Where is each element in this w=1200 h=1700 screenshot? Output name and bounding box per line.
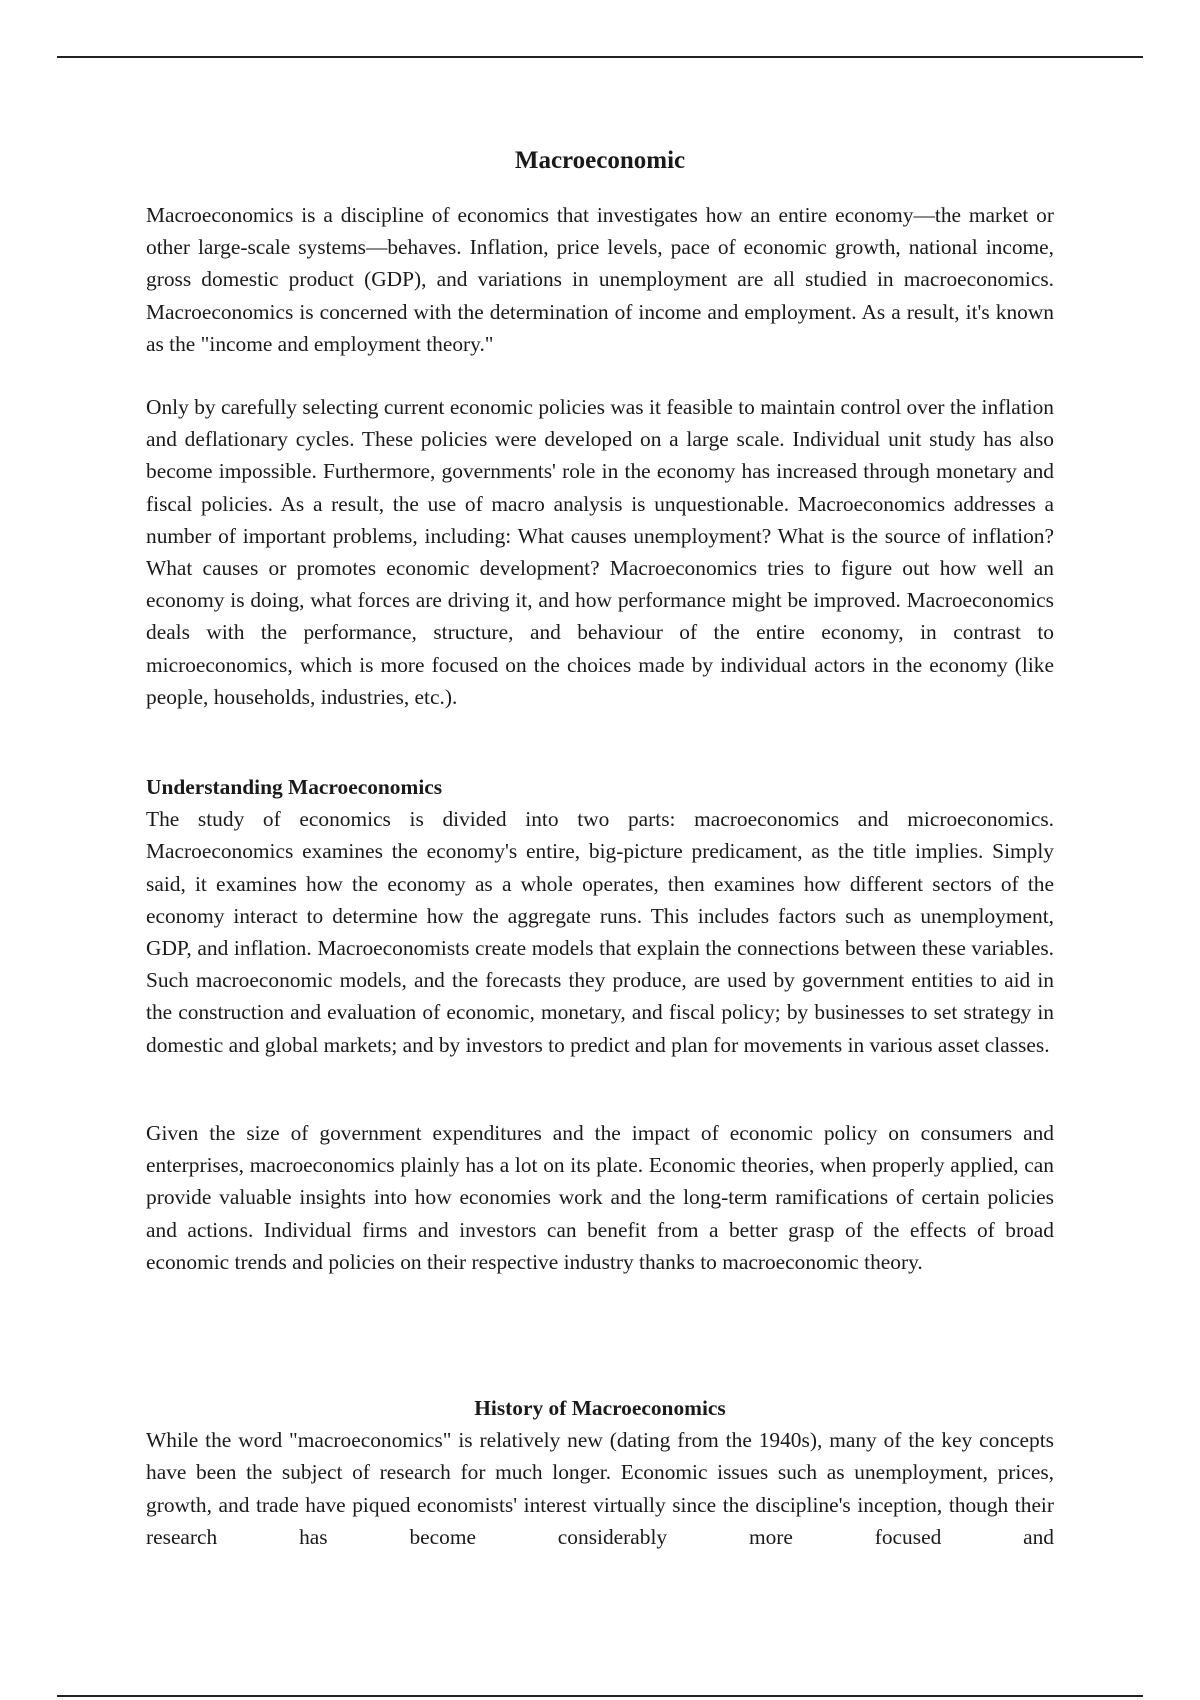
understanding-paragraph-1: The study of economics is divided into two parts: macroeconomics and microeconomics. Macroeconomics examines the economy's entire, big-picture predicament, as the title implies. Simply said, it examines how the economy as a whole operates, then examines how different sectors of the economy interact to determine how the aggregate runs. This includes factors such as unemployment, GDP, and inflation. Macroeconomists create models that explain the connections between these variables. Such macroeconomic models, and the forecasts they produce, are used by government entities to aid in the construction and evaluation of economic, monetary, and fiscal policy; by businesses to set strategy in domestic and global markets; and by investors to predict and plan for movements in various asset classes. [146,807,1054,1057]
understanding-heading: Understanding Macroeconomics [146,775,443,799]
bottom-rule [57,1695,1143,1697]
understanding-paragraph-2: Given the size of government expenditures and the impact of economic policy on consumers and enterprises, macroeconomics plainly has a lot on its plate. Economic theories, when properly applied, can provide valuable insights into how economies work and the long-term ramifications of certain policies and actions. Individual firms and investors can benefit from a better grasp of the effects of broad economic trends and policies on their respective industry thanks to macroeconomic theory. [146,1121,1054,1274]
history-section [146,1392,1054,1553]
top-rule [57,56,1143,58]
page-title: Macroeconomic [514,147,686,174]
intro-paragraph-2: Only by carefully selecting current economic policies was it feasible to maintain control over the inflation and deflationary cycles. These policies were developed on a large scale. Individual unit study has also become impossible. Furthermore, governments' role in the economy has increased through monetary and fiscal policies. As a result, the use of macro analysis is unquestionable. Macroeconomics addresses a number of important problems, including: What causes unemployment? What is the source of inflation? What causes or promotes economic development? Macroeconomics tries to figure out how well an economy is doing, what forces are driving it, and how performance might be improved. Macroeconomics deals with the performance, structure, and behaviour of the entire economy, in contrast to microeconomics, which is more focused on the choices made by individual actors in the economy (like people, households, industries, etc.). [146,395,1054,709]
history-heading: History of Macroeconomics [474,1396,726,1420]
intro-paragraph-1: Macroeconomics is a discipline of economics that investigates how an entire economy—the market or other large-scale systems—behaves. Inflation, price levels, pace of economic growth, national income, gross domestic product (GDP), and variations in unemployment are all studied in macroeconomics. Macroeconomics is concerned with the determination of income and employment. As a result, it's known as the "income and employment theory." [146,203,1054,356]
understanding-section [146,771,1054,1061]
history-paragraph: While the word "macroeconomics" is relatively new (dating from the 1940s), many of the key concepts have been the subject of research for much longer. Economic issues such as unemployment, prices, growth, and trade have piqued economists' interest virtually since the discipline's inception, though their research has become considerably more focused and [146,1428,1054,1549]
